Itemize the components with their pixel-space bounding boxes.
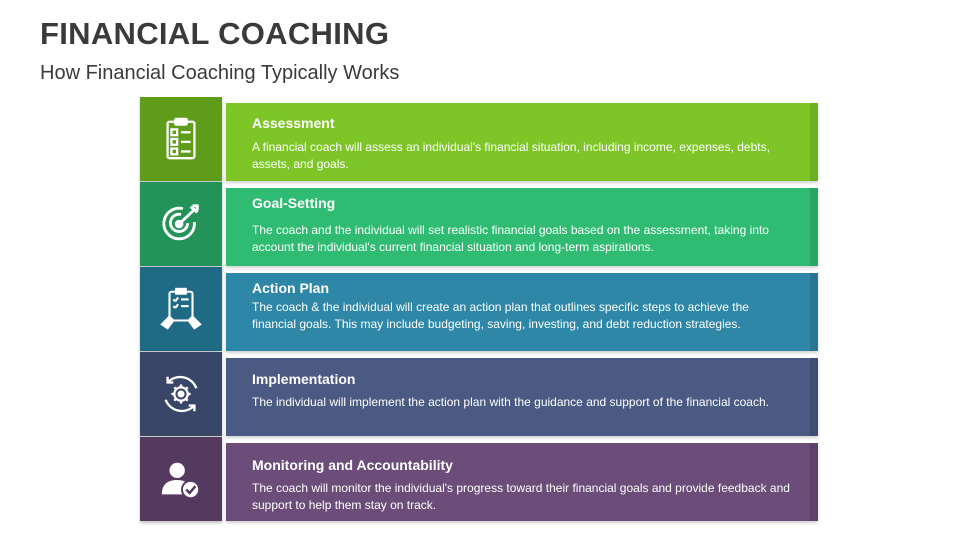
step-title: Assessment <box>252 115 335 131</box>
target-icon <box>158 201 204 247</box>
step-monitoring <box>140 441 820 525</box>
step-description: The coach will monitor the individual's progress toward their financial goals and provide feedback and support to help them stay on track. <box>252 481 790 512</box>
step-title: Implementation <box>252 371 356 387</box>
clipboard-plan-icon <box>158 286 204 332</box>
checklist-icon <box>158 116 204 162</box>
user-check-icon <box>158 456 204 502</box>
step-description: The individual will implement the action plan with the guidance and support of the financial coach. <box>252 395 769 409</box>
page-title: FINANCIAL COACHING <box>40 16 390 51</box>
step-band <box>226 188 818 266</box>
step-title: Goal-Setting <box>252 195 336 211</box>
step-goal-setting <box>140 186 820 270</box>
step-title: Action Plan <box>252 280 330 296</box>
step-band <box>226 273 818 351</box>
step-description: The coach and the individual will set realistic financial goals based on the assessment, taking into account the individual's current financial situation and long-term aspirations. <box>252 223 769 254</box>
step-description: The coach & the individual will create an action plan that outlines specific steps to achieve the financial goals. This may include budgeting, saving, investing, and debt reduction strategies. <box>252 300 749 331</box>
step-band <box>226 443 818 521</box>
step-icon-tab <box>140 182 222 266</box>
step-band <box>226 358 818 436</box>
step-icon-tab <box>140 97 222 181</box>
step-band <box>226 103 818 181</box>
step-title: Monitoring and Accountability <box>252 457 453 473</box>
step-icon-tab <box>140 352 222 436</box>
gear-cycle-icon <box>158 371 204 417</box>
step-action-plan <box>140 271 820 355</box>
step-icon-tab <box>140 437 222 521</box>
step-icon-tab <box>140 267 222 351</box>
step-assessment <box>140 101 820 185</box>
step-implementation <box>140 356 820 440</box>
step-description: A financial coach will assess an individual's financial situation, including income, expenses, debts, assets, and goals. <box>252 140 770 171</box>
page-subtitle: How Financial Coaching Typically Works <box>40 62 400 84</box>
